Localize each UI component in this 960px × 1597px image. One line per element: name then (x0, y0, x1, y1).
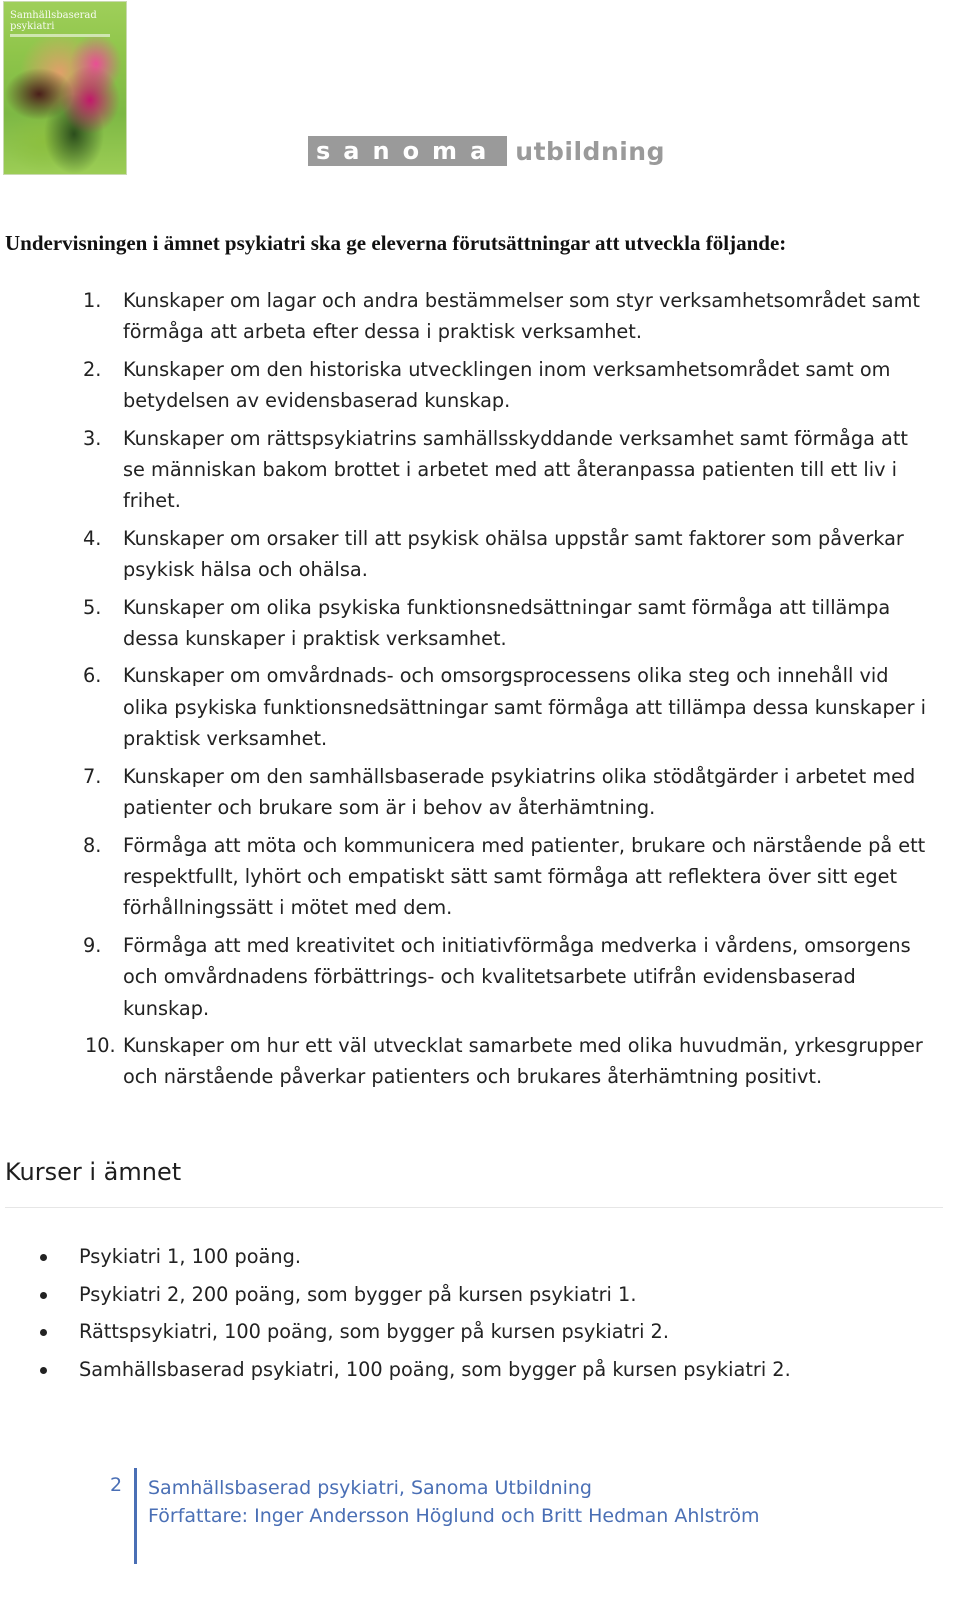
courses-list (0, 1238, 791, 1388)
goal-number: 2. (83, 357, 102, 381)
goal-item (0, 523, 935, 586)
goal-text: Kunskaper om den samhällsbaserade psykiatrins olika stödåtgärder i arbetet med patienter och brukare som är i behov av återhämtning. (123, 764, 916, 820)
course-item (0, 1238, 791, 1276)
goal-item (0, 592, 935, 655)
courses-heading: Kurser i ämnet (5, 1158, 182, 1186)
book-cover-image (4, 2, 126, 174)
goal-item (0, 930, 935, 1024)
goal-item (0, 1030, 935, 1093)
course-text: Rättspsykiatri, 100 poäng, som bygger på kursen psykiatri 2. (79, 1320, 669, 1343)
footer-line-authors: Författare: Inger Andersson Höglund och Britt Hedman Ahlström (148, 1505, 760, 1527)
cover-title: Samhällsbaserad psykiatri (10, 10, 97, 32)
footer-divider (134, 1468, 137, 1564)
goal-item (0, 354, 935, 417)
goal-text: Kunskaper om rättspsykiatrins samhällsskyddande verksamhet samt förmåga att se människan bakom brottet i arbetet med att återanpassa patienten till ett liv i frihet. (123, 426, 908, 513)
goal-number: 6. (83, 664, 102, 688)
goal-number: 1. (83, 289, 102, 312)
bullet-icon (40, 1367, 47, 1374)
page-number: 2 (110, 1474, 123, 1496)
goal-item (0, 830, 935, 924)
goal-item (0, 423, 935, 517)
goal-text: Kunskaper om orsaker till att psykisk ohälsa uppstår samt faktorer som påverkar psykisk hälsa och ohälsa. (123, 526, 904, 582)
footer-line-title: Samhällsbaserad psykiatri, Sanoma Utbildning (148, 1477, 592, 1499)
course-item (0, 1313, 791, 1351)
heading-divider (5, 1207, 943, 1208)
logo-word: utbildning (515, 136, 666, 166)
goal-item (0, 660, 935, 754)
goal-text: Kunskaper om olika psykiska funktionsnedsättningar samt förmåga att tillämpa dessa kunskaper i praktisk verksamhet. (123, 595, 891, 651)
course-item (0, 1351, 791, 1389)
course-text: Samhällsbaserad psykiatri, 100 poäng, som bygger på kursen psykiatri 2. (79, 1357, 791, 1381)
bullet-icon (40, 1292, 47, 1299)
goal-number: 9. (83, 933, 102, 957)
goal-item (0, 285, 935, 348)
goal-number: 10. (85, 1033, 116, 1057)
bullet-icon (40, 1329, 47, 1336)
course-item (0, 1276, 791, 1314)
footer-text (148, 1474, 760, 1530)
sanoma-utbildning-logo (308, 136, 665, 166)
goal-text: Kunskaper om omvårdnads- och omsorgsprocessens olika steg och innehåll vid olika psykiska funktionsnedsättningar samt förmåga att tillämpa dessa kunskaper i praktisk verksamhet. (123, 664, 927, 751)
goal-number: 8. (83, 833, 102, 857)
goal-number: 4. (83, 526, 102, 550)
goal-text: Kunskaper om lagar och andra bestämmelser som styr verksamhetsområdet samt förmåga att arbeta efter dessa i praktisk verksamhet. (123, 289, 920, 344)
course-text: Psykiatri 2, 200 poäng, som bygger på kursen psykiatri 1. (79, 1282, 637, 1306)
goal-number: 5. (83, 595, 102, 619)
intro-heading: Undervisningen i ämnet psykiatri ska ge eleverna förutsättningar att utveckla följande: (5, 231, 787, 255)
goal-text: Kunskaper om hur ett väl utvecklat samarbete med olika huvudmän, yrkesgrupper och närstående påverkar patienters och brukares återhämtning positivt. (123, 1033, 923, 1089)
goals-list (0, 285, 960, 1099)
logo-brand: sanoma (308, 136, 507, 166)
goal-item (0, 761, 935, 824)
course-text: Psykiatri 1, 100 poäng. (79, 1245, 301, 1268)
bullet-icon (40, 1254, 47, 1261)
goal-text: Förmåga att möta och kommunicera med patienter, brukare och närstående på ett respektfullt, lyhört och empatiskt sätt samt förmåga att reflektera över sitt eget förhållningssätt i mötet med dem. (123, 833, 926, 920)
goal-text: Kunskaper om den historiska utvecklingen inom verksamhetsområdet samt om betydelsen av evidensbaserad kunskap. (123, 357, 891, 413)
goal-text: Förmåga att med kreativitet och initiativförmåga medverka i vårdens, omsorgens och omvårdnadens förbättrings- och kvalitetsarbete utifrån evidensbaserad kunskap. (123, 933, 911, 1020)
goal-number: 7. (83, 764, 102, 788)
goal-number: 3. (83, 426, 102, 450)
cover-subtitle-stripe (10, 34, 110, 37)
